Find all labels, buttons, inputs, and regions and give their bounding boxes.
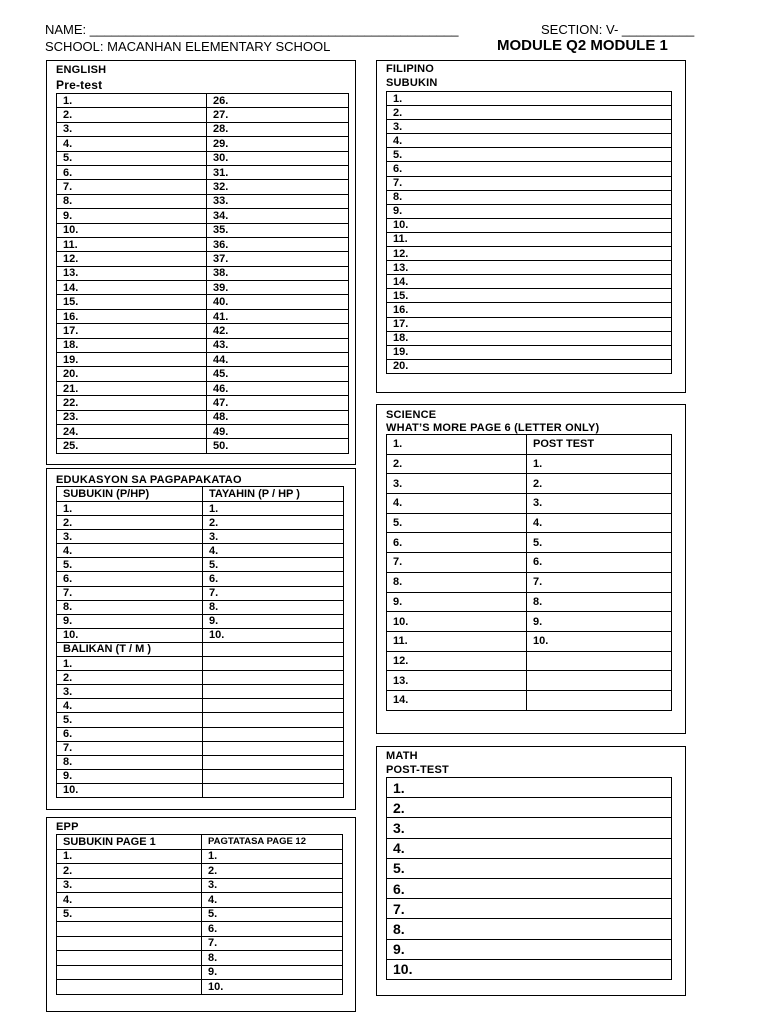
- english-answer-cell[interactable]: 10.: [57, 223, 207, 237]
- english-answer-cell[interactable]: 7.: [57, 180, 207, 194]
- table-row: [57, 439, 349, 453]
- english-answer-cell[interactable]: 20.: [57, 367, 207, 381]
- table-row: [387, 261, 672, 275]
- english-answer-cell[interactable]: 18.: [57, 338, 207, 352]
- english-subtitle: Pre-test: [56, 78, 103, 92]
- english-answer-cell[interactable]: 6.: [57, 165, 207, 179]
- table-row: [387, 345, 672, 359]
- english-answer-cell[interactable]: 35.: [207, 223, 349, 237]
- table-row: [387, 553, 672, 573]
- filipino-answer-cell[interactable]: 19.: [387, 345, 672, 359]
- table-row: [57, 685, 344, 699]
- esp-answer-cell[interactable]: 10.: [203, 628, 344, 642]
- esp-answer-cell[interactable]: 8.: [203, 600, 344, 614]
- esp-answer-cell[interactable]: 2.: [57, 516, 203, 530]
- filipino-answer-cell[interactable]: 18.: [387, 331, 672, 345]
- science-answer-cell[interactable]: 12.: [387, 651, 527, 671]
- epp-answer-cell[interactable]: 4.: [57, 893, 202, 908]
- table-row: [57, 94, 349, 108]
- table-row: [387, 818, 672, 838]
- esp-blank-cell: [203, 755, 344, 769]
- science-answer-cell[interactable]: 5.: [527, 533, 672, 553]
- epp-answer-cell[interactable]: 1.: [202, 849, 343, 864]
- math-answer-cell[interactable]: 6.: [387, 878, 672, 898]
- epp-answer-cell[interactable]: 3.: [57, 878, 202, 893]
- english-answer-cell[interactable]: 43.: [207, 338, 349, 352]
- table-row: [387, 289, 672, 303]
- table-row: [57, 122, 349, 136]
- science-answer-cell[interactable]: 14.: [387, 690, 527, 710]
- table-row: [57, 295, 349, 309]
- filipino-answer-cell[interactable]: 11.: [387, 232, 672, 246]
- esp-answer-cell[interactable]: 9.: [57, 769, 203, 783]
- esp-blank-cell: [203, 671, 344, 685]
- esp-blank-cell: [203, 685, 344, 699]
- science-answer-table: [386, 434, 672, 711]
- epp-answer-cell[interactable]: 5.: [57, 907, 202, 922]
- table-row: [387, 331, 672, 345]
- epp-answer-cell[interactable]: 4.: [202, 893, 343, 908]
- math-answer-cell[interactable]: 2.: [387, 798, 672, 818]
- table-row: [57, 252, 349, 266]
- math-answer-cell[interactable]: 8.: [387, 919, 672, 939]
- filipino-answer-cell[interactable]: 20.: [387, 359, 672, 373]
- table-row: [387, 218, 672, 232]
- table-row: [387, 92, 672, 106]
- esp-answer-cell[interactable]: 3.: [203, 530, 344, 544]
- epp-answer-cell[interactable]: [57, 922, 202, 937]
- table-row: [57, 893, 343, 908]
- table-row: [57, 642, 344, 656]
- english-answer-cell[interactable]: 44.: [207, 353, 349, 367]
- filipino-answer-cell[interactable]: 1.: [387, 92, 672, 106]
- table-row: [57, 266, 349, 280]
- math-answer-cell[interactable]: 3.: [387, 818, 672, 838]
- english-answer-cell[interactable]: 26.: [207, 94, 349, 108]
- table-row: [57, 572, 344, 586]
- english-answer-cell[interactable]: 24.: [57, 424, 207, 438]
- english-answer-cell[interactable]: 28.: [207, 122, 349, 136]
- table-row: [57, 628, 344, 642]
- esp-answer-cell[interactable]: 7.: [57, 741, 203, 755]
- table-row: [387, 533, 672, 553]
- table-row: [387, 303, 672, 317]
- esp-blank-cell: [203, 783, 344, 797]
- table-row: [387, 204, 672, 218]
- science-answer-cell[interactable]: 13.: [387, 671, 527, 691]
- epp-answer-cell[interactable]: [57, 980, 202, 995]
- science-answer-cell[interactable]: 4.: [387, 494, 527, 514]
- english-answer-cell[interactable]: 48.: [207, 410, 349, 424]
- table-row: [387, 919, 672, 939]
- esp-answer-cell[interactable]: 1.: [57, 657, 203, 671]
- epp-subukin-header: SUBUKIN PAGE 1: [57, 835, 202, 850]
- math-answer-table: [386, 777, 672, 980]
- esp-answer-cell[interactable]: 4.: [57, 544, 203, 558]
- esp-blank-cell: [203, 699, 344, 713]
- table-row: [387, 899, 672, 919]
- esp-answer-cell[interactable]: 5.: [57, 558, 203, 572]
- table-row: [387, 778, 672, 798]
- esp-title: EDUKASYON SA PAGPAPAKATAO: [56, 474, 242, 486]
- science-answer-cell[interactable]: 9.: [387, 592, 527, 612]
- english-answer-cell[interactable]: 47.: [207, 396, 349, 410]
- module-title: MODULE Q2 MODULE 1: [497, 37, 668, 54]
- esp-answer-cell[interactable]: 5.: [57, 713, 203, 727]
- esp-blank-cell: [203, 713, 344, 727]
- table-row: [387, 858, 672, 878]
- table-row: [57, 614, 344, 628]
- esp-answer-cell[interactable]: 9.: [57, 614, 203, 628]
- math-subtitle: POST-TEST: [386, 764, 449, 776]
- english-answer-cell[interactable]: 31.: [207, 165, 349, 179]
- table-row: [387, 838, 672, 858]
- table-row: [57, 600, 344, 614]
- english-answer-cell[interactable]: 14.: [57, 281, 207, 295]
- science-answer-cell[interactable]: 4.: [527, 513, 672, 533]
- science-answer-cell[interactable]: 10.: [527, 631, 672, 651]
- english-answer-cell[interactable]: 4.: [57, 137, 207, 151]
- name-line[interactable]: NAME: ___________________________________________________: [45, 22, 459, 37]
- table-row: [57, 396, 349, 410]
- table-row: [387, 317, 672, 331]
- table-row: [57, 755, 344, 769]
- table-row: [57, 864, 343, 879]
- filipino-answer-cell[interactable]: 6.: [387, 162, 672, 176]
- filipino-answer-cell[interactable]: 10.: [387, 218, 672, 232]
- table-row: [57, 713, 344, 727]
- science-answer-cell[interactable]: 2.: [387, 454, 527, 474]
- english-answer-cell[interactable]: 16.: [57, 309, 207, 323]
- epp-answer-cell[interactable]: 10.: [202, 980, 343, 995]
- esp-answer-cell[interactable]: 7.: [57, 586, 203, 600]
- english-answer-cell[interactable]: 21.: [57, 381, 207, 395]
- table-row: [57, 165, 349, 179]
- table-row: [387, 120, 672, 134]
- table-row: [57, 424, 349, 438]
- table-row: [387, 959, 672, 979]
- epp-answer-cell[interactable]: 3.: [202, 878, 343, 893]
- math-answer-cell[interactable]: 4.: [387, 838, 672, 858]
- science-answer-cell[interactable]: 7.: [527, 572, 672, 592]
- english-answer-cell[interactable]: 17.: [57, 324, 207, 338]
- table-row: [57, 936, 343, 951]
- table-row: [57, 699, 344, 713]
- esp-balikan-header: BALIKAN (T / M ): [57, 642, 203, 656]
- table-row: [57, 922, 343, 937]
- english-answer-cell[interactable]: 15.: [57, 295, 207, 309]
- table-row: [57, 741, 344, 755]
- esp-blank-cell: [203, 727, 344, 741]
- esp-blank-cell: [203, 657, 344, 671]
- epp-answer-cell[interactable]: [57, 936, 202, 951]
- english-answer-cell[interactable]: 19.: [57, 353, 207, 367]
- esp-answer-cell[interactable]: 3.: [57, 530, 203, 544]
- english-answer-cell[interactable]: 13.: [57, 266, 207, 280]
- english-answer-cell[interactable]: 40.: [207, 295, 349, 309]
- filipino-answer-cell[interactable]: 3.: [387, 120, 672, 134]
- english-answer-cell[interactable]: 49.: [207, 424, 349, 438]
- esp-answer-cell[interactable]: 10.: [57, 628, 203, 642]
- epp-answer-cell[interactable]: 2.: [57, 864, 202, 879]
- table-row: [57, 769, 344, 783]
- esp-answer-cell[interactable]: 10.: [57, 783, 203, 797]
- table-row: [387, 275, 672, 289]
- table-row: [57, 367, 349, 381]
- table-row: [387, 190, 672, 204]
- table-row: [57, 558, 344, 572]
- english-answer-cell[interactable]: 50.: [207, 439, 349, 453]
- science-answer-cell[interactable]: [527, 690, 672, 710]
- english-answer-cell[interactable]: 27.: [207, 108, 349, 122]
- epp-answer-cell[interactable]: 2.: [202, 864, 343, 879]
- table-row: [387, 162, 672, 176]
- english-answer-cell[interactable]: 32.: [207, 180, 349, 194]
- table-row: [57, 671, 344, 685]
- esp-answer-cell[interactable]: 6.: [203, 572, 344, 586]
- table-row: [387, 435, 672, 455]
- english-answer-table: [56, 93, 349, 454]
- table-row: [57, 209, 349, 223]
- filipino-answer-cell[interactable]: 12.: [387, 247, 672, 261]
- table-row: [57, 849, 343, 864]
- science-answer-cell[interactable]: 7.: [387, 553, 527, 573]
- table-row: [57, 180, 349, 194]
- table-row: [387, 474, 672, 494]
- filipino-answer-cell[interactable]: 8.: [387, 190, 672, 204]
- table-row: [57, 516, 344, 530]
- table-row: [57, 544, 344, 558]
- filipino-answer-cell[interactable]: 9.: [387, 204, 672, 218]
- english-answer-cell[interactable]: 8.: [57, 194, 207, 208]
- epp-pagtatasa-header: PAGTATASA PAGE 12: [202, 835, 343, 850]
- science-answer-cell[interactable]: 8.: [527, 592, 672, 612]
- table-row: [57, 951, 343, 966]
- table-row: [57, 353, 349, 367]
- table-row: [387, 671, 672, 691]
- science-answer-cell[interactable]: 3.: [527, 494, 672, 514]
- english-answer-cell[interactable]: 41.: [207, 309, 349, 323]
- table-row: [57, 586, 344, 600]
- table-row: [57, 309, 349, 323]
- table-row: [57, 151, 349, 165]
- english-title: ENGLISH: [56, 64, 107, 76]
- english-answer-cell[interactable]: 36.: [207, 237, 349, 251]
- filipino-answer-cell[interactable]: 16.: [387, 303, 672, 317]
- table-row: [57, 324, 349, 338]
- epp-answer-cell[interactable]: 6.: [202, 922, 343, 937]
- english-answer-cell[interactable]: 33.: [207, 194, 349, 208]
- science-answer-cell[interactable]: [527, 671, 672, 691]
- esp-answer-cell[interactable]: 1.: [57, 502, 203, 516]
- science-answer-cell[interactable]: 6.: [387, 533, 527, 553]
- table-row: [57, 410, 349, 424]
- filipino-answer-cell[interactable]: 13.: [387, 261, 672, 275]
- esp-answer-cell[interactable]: 7.: [203, 586, 344, 600]
- english-answer-cell[interactable]: 42.: [207, 324, 349, 338]
- science-answer-cell[interactable]: 2.: [527, 474, 672, 494]
- filipino-answer-cell[interactable]: 2.: [387, 106, 672, 120]
- esp-blank-cell: [203, 642, 344, 656]
- science-answer-cell[interactable]: 9.: [527, 612, 672, 632]
- english-answer-cell[interactable]: 29.: [207, 137, 349, 151]
- table-row: [387, 176, 672, 190]
- filipino-answer-cell[interactable]: 4.: [387, 134, 672, 148]
- table-row: [387, 798, 672, 818]
- table-row: [387, 939, 672, 959]
- esp-answer-cell[interactable]: 4.: [203, 544, 344, 558]
- filipino-answer-cell[interactable]: 17.: [387, 317, 672, 331]
- science-answer-cell[interactable]: 6.: [527, 553, 672, 573]
- esp-answer-cell[interactable]: 6.: [57, 727, 203, 741]
- math-title: MATH: [386, 750, 418, 762]
- english-answer-cell[interactable]: 45.: [207, 367, 349, 381]
- english-answer-cell[interactable]: 22.: [57, 396, 207, 410]
- filipino-answer-cell[interactable]: 15.: [387, 289, 672, 303]
- table-row: [57, 502, 344, 516]
- filipino-answer-cell[interactable]: 5.: [387, 148, 672, 162]
- epp-answer-table: [56, 834, 343, 995]
- english-answer-cell[interactable]: 12.: [57, 252, 207, 266]
- filipino-title: FILIPINO: [386, 63, 435, 75]
- filipino-subtitle: SUBUKIN: [386, 77, 438, 89]
- table-row: [387, 247, 672, 261]
- english-answer-cell[interactable]: 34.: [207, 209, 349, 223]
- english-answer-cell[interactable]: 1.: [57, 94, 207, 108]
- esp-answer-cell[interactable]: 8.: [57, 600, 203, 614]
- section-line[interactable]: SECTION: V- __________: [541, 22, 695, 37]
- table-row: [387, 878, 672, 898]
- filipino-answer-cell[interactable]: 7.: [387, 176, 672, 190]
- science-answer-cell[interactable]: 1.: [387, 435, 527, 455]
- table-row: [387, 454, 672, 474]
- esp-answer-cell[interactable]: 8.: [57, 755, 203, 769]
- math-answer-cell[interactable]: 7.: [387, 899, 672, 919]
- epp-answer-cell[interactable]: 1.: [57, 849, 202, 864]
- table-row: [57, 727, 344, 741]
- table-row: [57, 907, 343, 922]
- table-row: [387, 232, 672, 246]
- table-row: [57, 657, 344, 671]
- epp-answer-cell[interactable]: 8.: [202, 951, 343, 966]
- esp-answer-cell[interactable]: 2.: [57, 671, 203, 685]
- science-subtitle: WHAT’S MORE PAGE 6 (LETTER ONLY): [386, 422, 600, 434]
- science-answer-cell[interactable]: 5.: [387, 513, 527, 533]
- english-answer-cell[interactable]: 39.: [207, 281, 349, 295]
- math-answer-cell[interactable]: 9.: [387, 939, 672, 959]
- table-row: [57, 783, 344, 797]
- table-row: [387, 106, 672, 120]
- table-row: [57, 237, 349, 251]
- english-answer-cell[interactable]: 5.: [57, 151, 207, 165]
- table-row: [387, 612, 672, 632]
- esp-answer-table: [56, 486, 344, 798]
- table-row: [57, 281, 349, 295]
- epp-answer-cell[interactable]: [57, 965, 202, 980]
- english-answer-cell[interactable]: 30.: [207, 151, 349, 165]
- table-row: [57, 487, 344, 502]
- science-answer-cell[interactable]: 1.: [527, 454, 672, 474]
- table-row: [387, 513, 672, 533]
- esp-blank-cell: [203, 769, 344, 783]
- english-answer-cell[interactable]: 25.: [57, 439, 207, 453]
- english-answer-cell[interactable]: 37.: [207, 252, 349, 266]
- math-answer-cell[interactable]: 1.: [387, 778, 672, 798]
- esp-answer-cell[interactable]: 9.: [203, 614, 344, 628]
- table-row: [57, 835, 343, 850]
- table-row: [387, 494, 672, 514]
- table-row: [57, 223, 349, 237]
- filipino-answer-table: [386, 91, 672, 374]
- epp-answer-cell[interactable]: 7.: [202, 936, 343, 951]
- table-row: [57, 108, 349, 122]
- science-answer-cell[interactable]: [527, 651, 672, 671]
- science-posttest-header: POST TEST: [527, 435, 672, 455]
- table-row: [387, 148, 672, 162]
- science-answer-cell[interactable]: 10.: [387, 612, 527, 632]
- esp-answer-cell[interactable]: 4.: [57, 699, 203, 713]
- table-row: [387, 359, 672, 373]
- esp-answer-cell[interactable]: 5.: [203, 558, 344, 572]
- table-row: [387, 651, 672, 671]
- epp-title: EPP: [56, 821, 79, 833]
- epp-answer-cell[interactable]: 5.: [202, 907, 343, 922]
- english-answer-cell[interactable]: 11.: [57, 237, 207, 251]
- epp-answer-cell[interactable]: 9.: [202, 965, 343, 980]
- table-row: [57, 980, 343, 995]
- english-answer-cell[interactable]: 46.: [207, 381, 349, 395]
- esp-blank-cell: [203, 741, 344, 755]
- epp-answer-cell[interactable]: [57, 951, 202, 966]
- science-answer-cell[interactable]: 11.: [387, 631, 527, 651]
- esp-tayahin-header: TAYAHIN (P / HP ): [203, 487, 344, 502]
- table-row: [57, 530, 344, 544]
- esp-subukin-header: SUBUKIN (P/HP): [57, 487, 203, 502]
- english-answer-cell[interactable]: 3.: [57, 122, 207, 136]
- table-row: [57, 381, 349, 395]
- table-row: [57, 965, 343, 980]
- english-answer-cell[interactable]: 9.: [57, 209, 207, 223]
- table-row: [57, 338, 349, 352]
- english-answer-cell[interactable]: 23.: [57, 410, 207, 424]
- filipino-answer-cell[interactable]: 14.: [387, 275, 672, 289]
- math-answer-cell[interactable]: 10.: [387, 959, 672, 979]
- table-row: [57, 194, 349, 208]
- esp-answer-cell[interactable]: 1.: [203, 502, 344, 516]
- science-title: SCIENCE: [386, 409, 437, 421]
- table-row: [387, 631, 672, 651]
- math-answer-cell[interactable]: 5.: [387, 858, 672, 878]
- table-row: [57, 137, 349, 151]
- english-answer-cell[interactable]: 2.: [57, 108, 207, 122]
- esp-answer-cell[interactable]: 3.: [57, 685, 203, 699]
- school-line: SCHOOL: MACANHAN ELEMENTARY SCHOOL: [45, 39, 331, 54]
- table-row: [387, 134, 672, 148]
- english-answer-cell[interactable]: 38.: [207, 266, 349, 280]
- table-row: [387, 592, 672, 612]
- esp-answer-cell[interactable]: 2.: [203, 516, 344, 530]
- science-answer-cell[interactable]: 3.: [387, 474, 527, 494]
- table-row: [387, 572, 672, 592]
- table-row: [57, 878, 343, 893]
- esp-answer-cell[interactable]: 6.: [57, 572, 203, 586]
- science-answer-cell[interactable]: 8.: [387, 572, 527, 592]
- table-row: [387, 690, 672, 710]
